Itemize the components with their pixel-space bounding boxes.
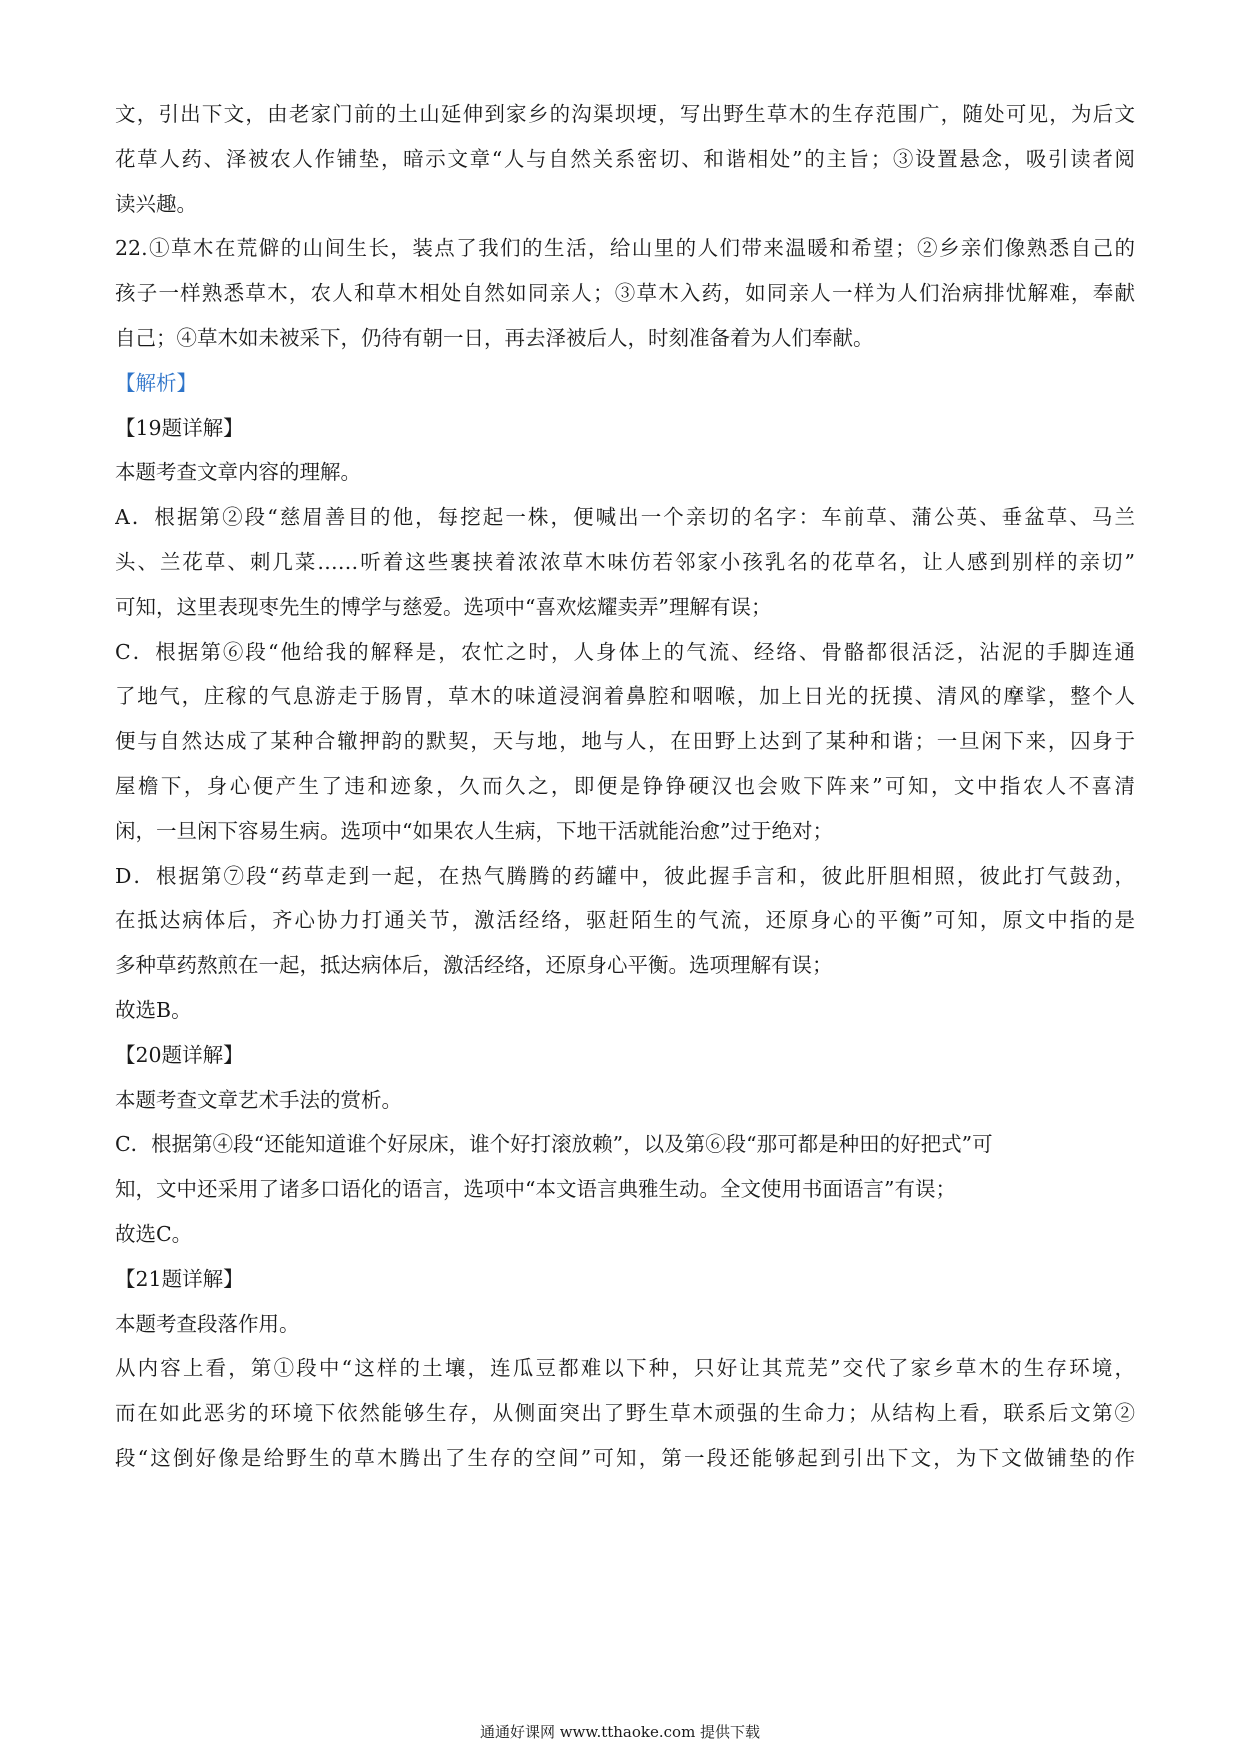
text-line: 本题考查文章艺术手法的赏析。 bbox=[115, 1087, 402, 1112]
text-line: C．根据第⑥段“他给我的解释是，农忙之时，人身体上的气流、经络、骨骼都很活泛，沾泥的手脚连通 bbox=[115, 639, 1135, 664]
text-line: 屋檐下，身心便产生了违和迹象，久而久之，即便是铮铮硬汉也会败下阵来”可知，文中指农人不喜清 bbox=[115, 773, 1135, 798]
text-line: 【21题详解】 bbox=[115, 1266, 244, 1291]
text-line: A．根据第②段“慈眉善目的他，每挖起一株，便喊出一个亲切的名字：车前草、蒲公英、垂盆草、马兰 bbox=[115, 505, 1135, 530]
text-line: C．根据第④段“还能知道谁个好尿床，谁个好打滚放赖”，以及第⑥段“那可都是种田的好把式”可 bbox=[115, 1132, 993, 1157]
text-line: 【20题详解】 bbox=[115, 1042, 244, 1067]
document-body bbox=[115, 92, 1135, 1481]
page-footer: 通通好课网 www.tthaoke.com 提供下载 bbox=[479, 1723, 761, 1741]
text-line: 文，引出下文，由老家门前的土山延伸到家乡的沟渠坝埂，写出野生草木的生存范围广，随处可见，为后文 bbox=[115, 102, 1135, 126]
text-line: 孩子一样熟悉草木，农人和草木相处自然如同亲人；③草木入药，如同亲人一样为人们治病排忧解难，奉献 bbox=[115, 281, 1135, 306]
text-line: 花草人药、泽被农人作铺垫，暗示文章“人与自然关系密切、和谐相处”的主旨；③设置悬念，吸引读者阅 bbox=[115, 146, 1135, 171]
text-line: 自己；④草木如未被采下，仍待有朝一日，再去泽被后人，时刻准备着为人们奉献。 bbox=[115, 325, 874, 350]
text-line: 了地气，庄稼的气息游走于肠胃，草木的味道浸润着鼻腔和咽喉，加上日光的抚摸、清风的摩挲，整个人 bbox=[115, 684, 1135, 709]
text-line: 段“这倒好像是给野生的草木腾出了生存的空间”可知，第一段还能够起到引出下文，为下文做铺垫的作 bbox=[115, 1445, 1135, 1470]
text-line: 本题考查段落作用。 bbox=[115, 1311, 300, 1336]
text-line: 便与自然达成了某种合辙押韵的默契，天与地，地与人，在田野上达到了某种和谐；一旦闲下来，囚身于 bbox=[115, 729, 1135, 754]
text-line: 在抵达病体后，齐心协力打通关节，激活经络，驱赶陌生的气流，还原身心的平衡”可知，原文中指的是 bbox=[115, 908, 1135, 933]
text-line: 读兴趣。 bbox=[115, 191, 197, 216]
text-line: 头、兰花草、刺几菜……听着这些裹挟着浓浓草木味仿若邻家小孩乳名的花草名，让人感到别样的亲切” bbox=[115, 549, 1135, 574]
section-heading-analysis: 【解析】 bbox=[115, 370, 197, 395]
text-line: 闲，一旦闲下容易生病。选项中“如果农人生病，下地干活就能治愈”过于绝对； bbox=[115, 818, 833, 843]
text-line: 故选C。 bbox=[115, 1221, 193, 1246]
text-line: 故选B。 bbox=[115, 997, 192, 1022]
text-line: 知，文中还采用了诸多口语化的语言，选项中“本文语言典雅生动。全文使用书面语言”有误； bbox=[115, 1177, 956, 1202]
text-line: 从内容上看，第①段中“这样的土壤，连瓜豆都难以下种，只好让其荒芜”交代了家乡草木的生存环境， bbox=[115, 1356, 1135, 1381]
text-line: 可知，这里表现枣先生的博学与慈爱。选项中“喜欢炫耀卖弄”理解有误； bbox=[115, 594, 772, 619]
text-line: 而在如此恶劣的环境下依然能够生存，从侧面突出了野生草木顽强的生命力；从结构上看，联系后文第② bbox=[115, 1401, 1135, 1426]
text-line: 22.①草木在荒僻的山间生长，装点了我们的生活，给山里的人们带来温暖和希望；②乡亲们像熟悉自己的 bbox=[115, 236, 1135, 261]
text-line: 【19题详解】 bbox=[115, 415, 244, 440]
text-line: 本题考查文章内容的理解。 bbox=[115, 460, 361, 485]
text-line: D．根据第⑦段“药草走到一起，在热气腾腾的药罐中，彼此握手言和，彼此肝胆相照，彼此打气鼓劲， bbox=[115, 863, 1135, 888]
text-line: 多种草药熬煎在一起，抵达病体后，激活经络，还原身心平衡。选项理解有误； bbox=[115, 953, 833, 978]
